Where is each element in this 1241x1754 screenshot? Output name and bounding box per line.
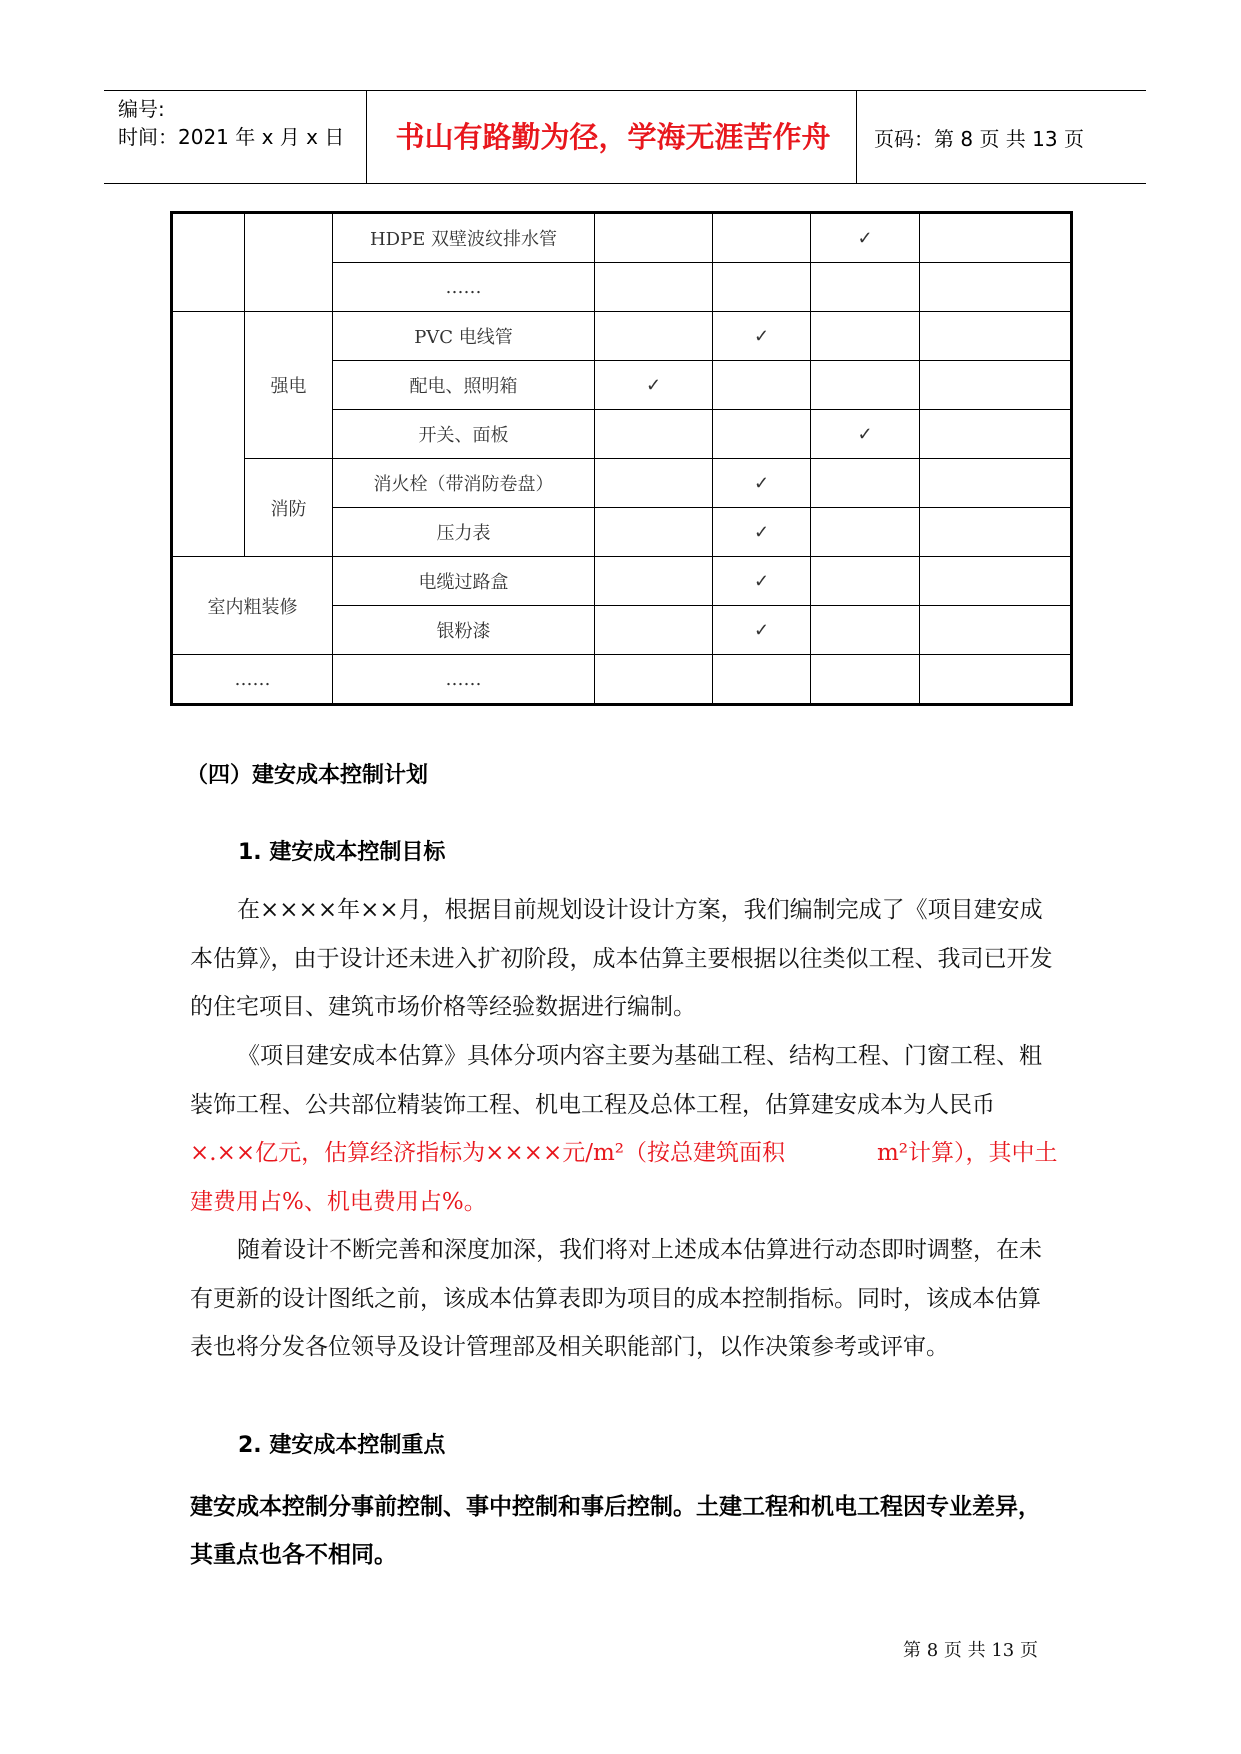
check-cell <box>713 361 811 410</box>
check-cell <box>595 263 713 312</box>
table-row <box>172 557 1072 606</box>
check-mark: ✓ <box>713 557 811 606</box>
subsection-title: 1. 建安成本控制目标 <box>238 840 446 865</box>
check-cell <box>811 655 920 705</box>
item-cell: 银粉漆 <box>333 606 595 655</box>
check-cell <box>920 213 1072 263</box>
item-cell: 开关、面板 <box>333 410 595 459</box>
check-cell <box>811 508 920 557</box>
check-cell <box>595 410 713 459</box>
table-row <box>172 312 1072 361</box>
header-divider <box>856 91 857 183</box>
paragraph <box>190 886 1060 1032</box>
check-cell <box>713 655 811 705</box>
subsection-title: 2. 建安成本控制重点 <box>238 1433 446 1458</box>
paragraph-highlight: ×.××亿元，估算经济指标为××××元/m²（按总建筑面积 m²计算），其中土建费用占%、机电费用占%。 <box>190 1140 1058 1215</box>
check-cell <box>595 508 713 557</box>
check-mark: ✓ <box>713 508 811 557</box>
check-cell <box>920 606 1072 655</box>
check-cell <box>811 459 920 508</box>
page-footer: 第 8 页 共 13 页 <box>903 1640 1038 1661</box>
check-mark: ✓ <box>713 312 811 361</box>
check-cell <box>920 361 1072 410</box>
check-cell <box>920 459 1072 508</box>
check-cell <box>595 213 713 263</box>
check-cell <box>713 410 811 459</box>
check-cell <box>811 557 920 606</box>
check-cell <box>920 410 1072 459</box>
group-cell <box>172 213 245 312</box>
subgroup-strong-power: 强电 <box>245 312 333 459</box>
subgroup-fire: 消防 <box>245 459 333 557</box>
group-ellipsis: …… <box>172 655 333 705</box>
item-cell: PVC 电线管 <box>333 312 595 361</box>
check-mark: ✓ <box>595 361 713 410</box>
item-cell: 压力表 <box>333 508 595 557</box>
materials-table <box>170 211 1073 706</box>
check-cell <box>595 557 713 606</box>
paragraph-text: 在××××年××月，根据目前规划设计设计方案，我们编制完成了《项目建安成本估算》，由于设计还未进入扩初阶段，成本估算主要根据以往类似工程、我司已开发的住宅项目、建筑市场价格等经验数据进行编制。 <box>190 897 1053 1021</box>
check-cell <box>920 508 1072 557</box>
check-cell <box>595 459 713 508</box>
check-mark: ✓ <box>713 459 811 508</box>
number-label: 编号: <box>118 97 165 121</box>
check-cell <box>920 312 1072 361</box>
group-interior: 室内粗装修 <box>172 557 333 655</box>
check-cell <box>811 361 920 410</box>
check-mark: ✓ <box>811 213 920 263</box>
check-cell <box>920 263 1072 312</box>
header-motto: 书山有路勤为径，学海无涯苦作舟 <box>395 120 831 154</box>
check-cell <box>920 655 1072 705</box>
table-row <box>172 213 1072 263</box>
subgroup-cell <box>245 213 333 312</box>
item-cell: 消火栓（带消防卷盘） <box>333 459 595 508</box>
table-row <box>172 655 1072 705</box>
header-left <box>118 95 344 151</box>
check-cell <box>811 606 920 655</box>
header-page-info: 页码：第 8 页 共 13 页 <box>874 127 1084 151</box>
item-cell: 配电、照明箱 <box>333 361 595 410</box>
check-cell <box>713 213 811 263</box>
section-title: （四）建安成本控制计划 <box>186 763 429 788</box>
paragraph-text: 《项目建安成本估算》具体分项内容主要为基础工程、结构工程、门窗工程、粗装饰工程、公共部位精装饰工程、机电工程及总体工程，估算建安成本为人民币 <box>190 1043 1042 1118</box>
header-divider <box>366 91 367 183</box>
paragraph <box>190 1483 1060 1579</box>
item-cell: HDPE 双壁波纹排水管 <box>333 213 595 263</box>
item-cell: …… <box>333 655 595 705</box>
paragraph-text: 建安成本控制分事前控制、事中控制和事后控制。土建工程和机电工程因专业差异，其重点也各不相同。 <box>190 1494 1041 1568</box>
item-cell: 电缆过路盒 <box>333 557 595 606</box>
check-cell <box>811 312 920 361</box>
check-cell <box>713 263 811 312</box>
item-cell: …… <box>333 263 595 312</box>
group-cell <box>172 312 245 557</box>
paragraph-text: 随着设计不断完善和深度加深，我们将对上述成本估算进行动态即时调整，在未有更新的设计图纸之前，该成本估算表即为项目的成本控制指标。同时，该成本估算表也将分发各位领导及设计管理部及相关职能部门，以作决策参考或评审。 <box>190 1237 1042 1361</box>
check-cell <box>920 557 1072 606</box>
check-cell <box>811 263 920 312</box>
check-mark: ✓ <box>713 606 811 655</box>
check-cell <box>595 655 713 705</box>
paragraph <box>190 1226 1060 1372</box>
paragraph <box>190 1032 1060 1226</box>
time-label: 时间：2021 年 x 月 x 日 <box>118 125 345 149</box>
check-cell <box>595 312 713 361</box>
check-mark: ✓ <box>811 410 920 459</box>
check-cell <box>595 606 713 655</box>
table-row <box>172 459 1072 508</box>
page-header <box>104 90 1146 184</box>
